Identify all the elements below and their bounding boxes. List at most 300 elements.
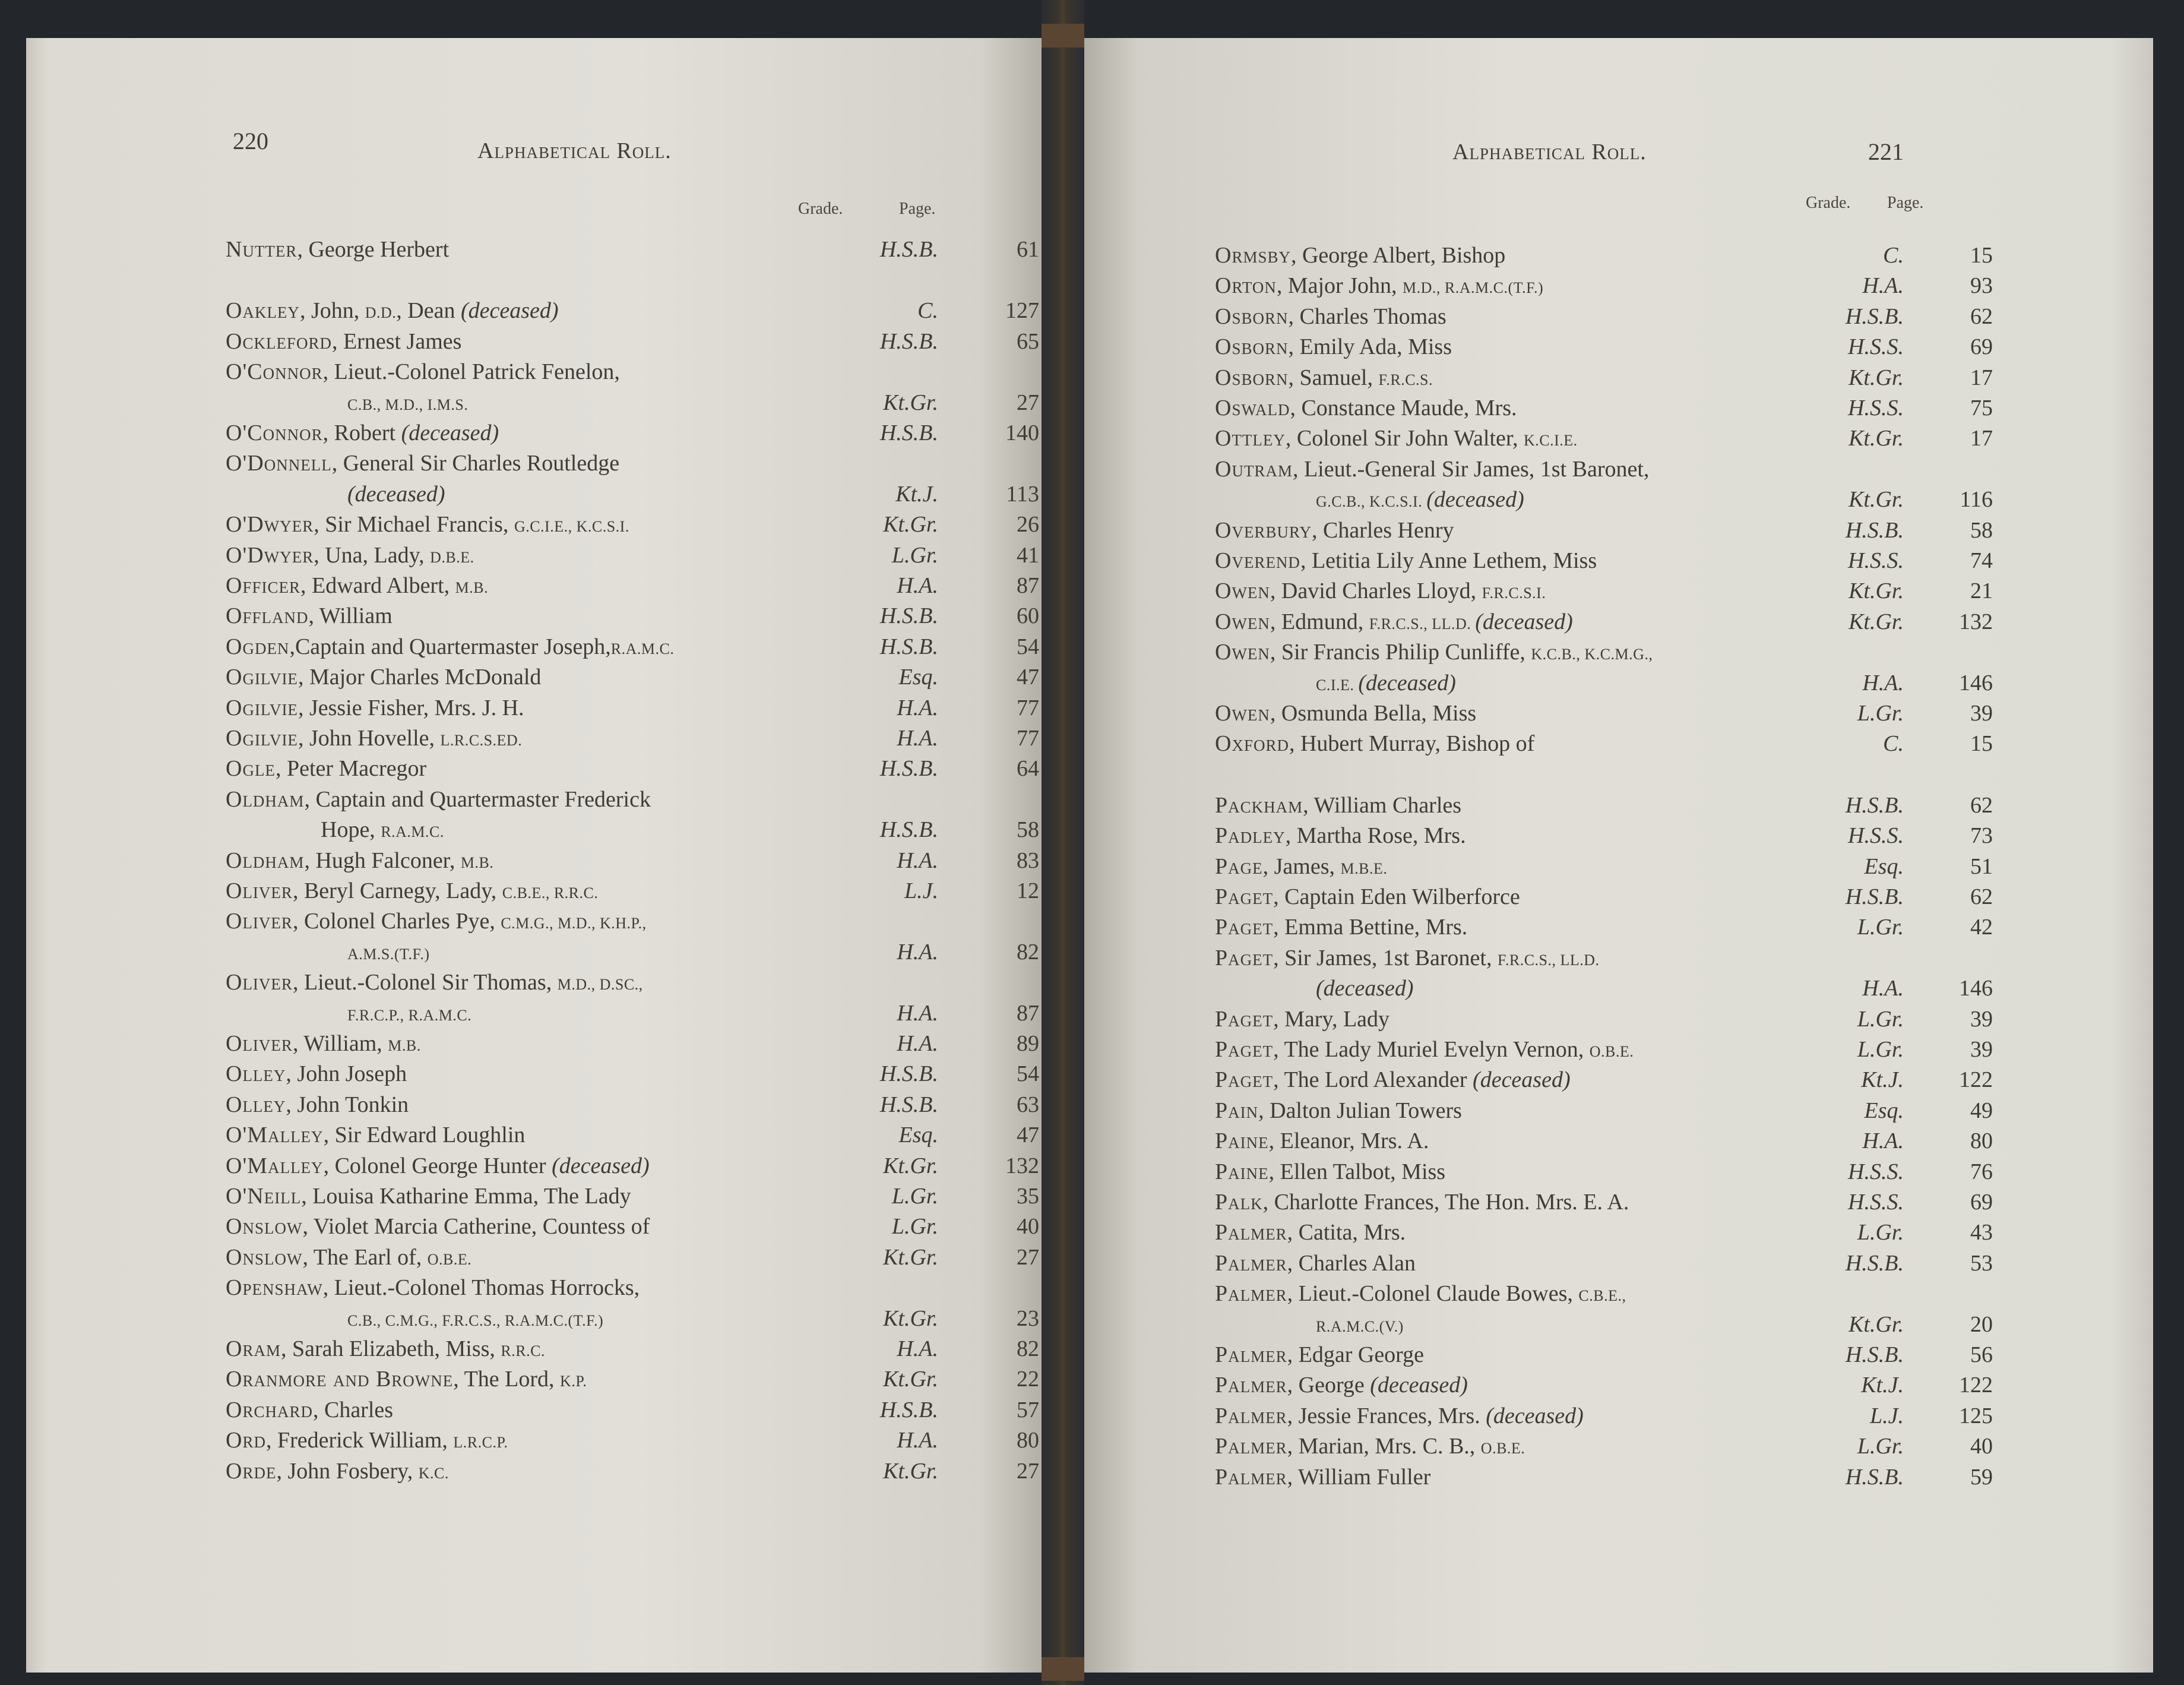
entry-name bbox=[226, 448, 619, 479]
entry-name bbox=[1215, 1370, 1468, 1401]
entry-page: 74 bbox=[1970, 548, 1993, 573]
entry-grade: H.S.S. bbox=[1848, 1190, 1904, 1215]
entry-honours: C.M.G., M.D., K.H.P., bbox=[501, 915, 647, 932]
entry-honours: M.B.E. bbox=[1340, 859, 1388, 877]
entry-forenames: , The Lady Muriel Evelyn Vernon, bbox=[1273, 1037, 1590, 1062]
entry-name bbox=[226, 418, 499, 448]
entry-forenames: , Una, Lady, bbox=[314, 542, 431, 568]
roll-entry bbox=[1215, 606, 2141, 637]
roll-entry bbox=[226, 295, 1039, 326]
entry-grade: H.A. bbox=[897, 573, 938, 598]
entry-grade: H.A. bbox=[1862, 273, 1904, 299]
entry-surname: Ogilvie bbox=[226, 695, 298, 720]
entry-forenames: , Ellen Talbot, Miss bbox=[1268, 1159, 1446, 1184]
roll-entry bbox=[1215, 484, 2141, 515]
entry-forenames: , Colonel George Hunter bbox=[323, 1153, 552, 1178]
entry-grade: Kt.Gr. bbox=[1849, 426, 1904, 451]
entry-grade: Kt.Gr. bbox=[883, 512, 938, 538]
roll-entry bbox=[1215, 943, 2141, 973]
roll-entry bbox=[226, 326, 1039, 357]
entry-surname: Oram bbox=[226, 1336, 281, 1361]
entry-surname: Owen bbox=[1215, 609, 1270, 634]
entry-surname: Pain bbox=[1215, 1098, 1259, 1123]
entry-grade: L.Gr. bbox=[1857, 1037, 1904, 1062]
entry-honours: F.R.C.S., LL.D. bbox=[1369, 615, 1476, 633]
entry-name bbox=[1215, 1248, 1416, 1279]
entry-page: 69 bbox=[1970, 1190, 1993, 1215]
entry-name bbox=[1215, 1339, 1424, 1370]
entry-forenames: , Hugh Falconer, bbox=[304, 848, 461, 873]
entry-page: 73 bbox=[1970, 823, 1993, 849]
entry-page: 58 bbox=[1017, 817, 1039, 843]
entry-page: 140 bbox=[1005, 421, 1039, 445]
roll-entry bbox=[226, 509, 1039, 540]
entry-surname: Openshaw bbox=[226, 1275, 323, 1301]
entry-name bbox=[226, 906, 647, 939]
roll-entry bbox=[1215, 515, 2141, 546]
entry-page: 63 bbox=[1017, 1092, 1039, 1117]
entry-grade: C. bbox=[917, 298, 938, 324]
entry-forenames: , Marian, Mrs. C. B., bbox=[1287, 1434, 1481, 1459]
roll-entry bbox=[1215, 545, 2141, 576]
entry-surname: Onslow bbox=[226, 1244, 303, 1270]
entry-page: 43 bbox=[1970, 1220, 1993, 1245]
entry-forenames: , Sarah Elizabeth, Miss, bbox=[280, 1336, 501, 1361]
entry-surname: Palmer bbox=[1215, 1220, 1287, 1245]
entry-honours: M.B. bbox=[388, 1037, 421, 1054]
entry-honours: F.R.C.S.I. bbox=[1482, 584, 1546, 602]
entry-page: 122 bbox=[1959, 1067, 1993, 1093]
entry-forenames: , John Fosbery, bbox=[276, 1458, 419, 1484]
entry-surname: Oliver bbox=[226, 970, 293, 995]
entry-grade: H.S.S. bbox=[1848, 548, 1904, 573]
entry-forenames: , George bbox=[1287, 1373, 1370, 1398]
entry-name bbox=[1215, 606, 1573, 640]
entry-grade: H.S.B. bbox=[879, 237, 938, 262]
entry-page: 77 bbox=[1017, 726, 1039, 751]
entry-name bbox=[226, 570, 488, 603]
entry-forenames: , David Charles Lloyd, bbox=[1270, 578, 1482, 604]
roll-entry bbox=[226, 937, 1039, 968]
entry-name bbox=[1215, 1126, 1429, 1156]
entry-name bbox=[226, 662, 541, 693]
entry-name bbox=[226, 875, 598, 909]
entry-forenames: , William bbox=[308, 603, 393, 629]
roll-entry bbox=[226, 234, 1039, 265]
roll-entry bbox=[226, 387, 1039, 418]
entry-grade: Kt.Gr. bbox=[883, 1458, 938, 1484]
roll-entry bbox=[226, 600, 1039, 631]
entry-page: 23 bbox=[1017, 1305, 1039, 1331]
roll-entry bbox=[1215, 1462, 2141, 1493]
entry-page: 17 bbox=[1970, 365, 1993, 390]
entry-grade: H.S.B. bbox=[879, 1397, 938, 1422]
entry-grade: Kt.Gr. bbox=[1849, 487, 1904, 513]
entry-surname: Oranmore and Browne bbox=[226, 1367, 454, 1392]
entry-name bbox=[226, 234, 449, 265]
roll-entry bbox=[226, 356, 1004, 387]
entry-page: 93 bbox=[1970, 273, 1993, 299]
entry-name bbox=[226, 295, 559, 328]
roll-entry bbox=[1215, 1431, 2141, 1462]
entry-page: 76 bbox=[1970, 1159, 1993, 1184]
entry-honours: A.M.S.(T.F.) bbox=[347, 945, 430, 963]
entry-grade: Kt.Gr. bbox=[883, 1244, 938, 1270]
entry-name bbox=[1215, 790, 1461, 821]
entry-forenames: , Captain and Quartermaster Frederick bbox=[304, 786, 651, 812]
entry-name bbox=[1215, 515, 1454, 546]
roll-entry bbox=[1215, 454, 2141, 485]
running-head-right: Alphabetical Roll. bbox=[1452, 140, 1647, 165]
entry-name bbox=[1215, 423, 1578, 456]
roll-entry bbox=[226, 631, 1039, 662]
roll-entry bbox=[226, 1181, 1039, 1212]
entry-grade: L.Gr. bbox=[891, 1184, 938, 1209]
entry-surname: Oldham bbox=[226, 848, 305, 873]
entry-surname: O'Dwyer bbox=[226, 512, 314, 538]
entry-name bbox=[1215, 576, 1546, 609]
entry-grade: H.S.B. bbox=[879, 817, 938, 843]
entry-forenames: , Edward Albert, bbox=[300, 573, 455, 598]
entry-honours: M.D., R.A.M.C.(T.F.) bbox=[1403, 279, 1544, 297]
entry-name bbox=[1215, 1187, 1629, 1218]
roll-entry bbox=[1215, 1248, 2141, 1279]
entry-page: 27 bbox=[1017, 1244, 1039, 1270]
roll-entry bbox=[226, 1089, 1039, 1120]
entry-page: 127 bbox=[1005, 298, 1039, 324]
entry-honours: F.R.C.S., LL.D. bbox=[1497, 951, 1600, 969]
roll-entry bbox=[1215, 331, 2141, 362]
entry-page: 77 bbox=[1017, 695, 1039, 720]
entry-forenames: , Ernest James bbox=[331, 328, 462, 354]
roll-entry bbox=[1215, 362, 2141, 393]
entry-surname: Palmer bbox=[1215, 1250, 1287, 1276]
entry-grade: L.Gr. bbox=[1857, 1220, 1904, 1245]
entry-page: 39 bbox=[1970, 1006, 1993, 1032]
entry-honours: M.B. bbox=[460, 853, 494, 871]
entry-grade: Kt.Gr. bbox=[1849, 578, 1904, 604]
entry-forenames: , Frederick William, bbox=[265, 1428, 454, 1453]
entry-page: 27 bbox=[1017, 1458, 1039, 1484]
book-spine bbox=[1042, 0, 1084, 1685]
entry-grade: H.S.B. bbox=[1845, 884, 1904, 909]
entry-name bbox=[226, 1211, 650, 1242]
entry-name bbox=[1316, 973, 1414, 1004]
roll-entry bbox=[1215, 240, 2141, 271]
roll-entry bbox=[1215, 1401, 2141, 1431]
entry-forenames: , Charlotte Frances, The Hon. Mrs. E. A. bbox=[1262, 1190, 1629, 1215]
entry-name bbox=[1215, 1462, 1430, 1493]
entry-forenames: , Martha Rose, Mrs. bbox=[1285, 823, 1466, 849]
entry-grade: Kt.J. bbox=[1861, 1067, 1904, 1093]
entry-grade: H.S.S. bbox=[1848, 1159, 1904, 1184]
entry-name bbox=[1215, 270, 1543, 304]
entry-grade: H.A. bbox=[897, 1428, 938, 1453]
entry-forenames: , Constance Maude, Mrs. bbox=[1290, 396, 1517, 421]
entry-surname: Ogle bbox=[226, 756, 276, 782]
entry-name bbox=[1215, 1034, 1634, 1067]
entry-page: 35 bbox=[1017, 1184, 1039, 1209]
entry-name bbox=[1215, 637, 1653, 670]
roll-entry bbox=[1215, 270, 2141, 301]
entry-forenames: , Major Charles McDonald bbox=[297, 665, 542, 690]
entry-name bbox=[1215, 1156, 1445, 1187]
entry-forenames: , Major John, bbox=[1276, 273, 1403, 299]
entry-grade: H.A. bbox=[897, 1000, 938, 1026]
roll-entry bbox=[1215, 728, 2141, 759]
roll-entry bbox=[1215, 1339, 2141, 1370]
entry-page: 122 bbox=[1959, 1373, 1993, 1398]
entry-surname: Olley bbox=[226, 1092, 286, 1117]
roll-entry bbox=[226, 662, 1039, 693]
entry-surname: Paget bbox=[1215, 915, 1274, 940]
entry-forenames: ,Captain and Quartermaster Joseph, bbox=[289, 634, 611, 659]
entry-forenames: , Jessie Frances, Mrs. bbox=[1287, 1403, 1486, 1428]
spine-band-bottom bbox=[1042, 1657, 1084, 1681]
column-head-grade-right: Grade. bbox=[1806, 194, 1851, 212]
roll-entry bbox=[226, 723, 1039, 754]
entry-page: 113 bbox=[1006, 481, 1039, 507]
column-head-page-left: Page. bbox=[899, 200, 936, 218]
entry-name bbox=[226, 1395, 393, 1425]
entry-honours: C.B., C.M.G., F.R.C.S., R.A.M.C.(T.F.) bbox=[347, 1311, 604, 1329]
entry-surname: Overbury bbox=[1215, 517, 1312, 543]
entry-name bbox=[1215, 1004, 1389, 1035]
entry-grade: H.S.B. bbox=[879, 328, 938, 354]
entry-honours: R.R.C. bbox=[501, 1342, 545, 1360]
entry-grade: L.J. bbox=[1870, 1403, 1904, 1428]
entry-honours: F.R.C.S. bbox=[1378, 371, 1433, 388]
left-page bbox=[26, 38, 1042, 1673]
entry-surname: Paine bbox=[1215, 1159, 1269, 1184]
entry-grade: Kt.J. bbox=[895, 481, 938, 507]
entry-name bbox=[1215, 454, 1649, 485]
entry-page: 82 bbox=[1017, 939, 1039, 965]
entry-name bbox=[226, 967, 643, 1000]
entry-grade: L.J. bbox=[904, 878, 938, 903]
entry-grade: H.A. bbox=[1862, 976, 1904, 1001]
entry-deceased-note: (deceased) bbox=[460, 298, 559, 324]
entry-name bbox=[1316, 668, 1456, 701]
entry-page: 42 bbox=[1970, 915, 1993, 940]
roll-entry bbox=[226, 570, 1039, 601]
entry-grade: L.Gr. bbox=[1857, 701, 1904, 726]
entry-page: 75 bbox=[1970, 396, 1993, 421]
entry-grade: Kt.J. bbox=[1861, 1373, 1904, 1398]
entry-grade: H.A. bbox=[1862, 670, 1904, 696]
entry-name bbox=[1215, 331, 1452, 362]
entry-name bbox=[226, 1456, 449, 1489]
entry-grade: H.A. bbox=[897, 848, 938, 873]
entry-surname: Ockleford bbox=[226, 328, 332, 354]
entry-page: 60 bbox=[1017, 603, 1039, 629]
entry-name bbox=[226, 1425, 508, 1458]
roll-entry bbox=[226, 967, 1004, 998]
entry-forenames: , Charles Thomas bbox=[1288, 304, 1446, 329]
entry-surname: Oliver bbox=[226, 878, 293, 903]
entry-name bbox=[347, 479, 445, 510]
entry-deceased-note: (deceased) bbox=[1486, 1403, 1584, 1428]
entry-name bbox=[1215, 1431, 1525, 1464]
entry-grade: H.A. bbox=[897, 1031, 938, 1056]
roll-entry bbox=[1215, 698, 2141, 729]
roll-entry bbox=[226, 540, 1039, 571]
entry-deceased-note: (deceased) bbox=[347, 481, 445, 507]
entry-forenames: , Hubert Murray, Bishop of bbox=[1289, 731, 1535, 757]
entry-page: 57 bbox=[1017, 1397, 1039, 1422]
entry-forenames: , Colonel Sir John Walter, bbox=[1285, 426, 1524, 451]
entry-forenames: , John Hovelle, bbox=[297, 726, 441, 751]
entry-name bbox=[1215, 881, 1520, 912]
entry-grade: H.S.B. bbox=[1845, 304, 1904, 329]
entry-forenames: , Mary, Lady bbox=[1273, 1006, 1390, 1032]
entry-forenames: , Sir Michael Francis, bbox=[314, 512, 514, 538]
entry-forenames: , Peter Macregor bbox=[275, 756, 427, 782]
entry-name bbox=[1215, 728, 1534, 759]
entry-honours: M.D., D.SC., bbox=[557, 976, 643, 994]
entry-name bbox=[1215, 362, 1433, 396]
entry-forenames: , George Albert, Bishop bbox=[1290, 243, 1506, 268]
entry-page: 27 bbox=[1017, 390, 1039, 415]
roll-entry bbox=[226, 998, 1039, 1029]
entry-grade: H.S.B. bbox=[879, 603, 938, 629]
entry-page: 47 bbox=[1017, 665, 1039, 690]
entry-honours: O.B.E. bbox=[1589, 1043, 1634, 1060]
entry-surname: Ogden bbox=[226, 634, 290, 659]
entry-grade: Kt.Gr. bbox=[883, 1367, 938, 1392]
entry-page: 89 bbox=[1017, 1031, 1039, 1056]
entry-surname: O'Neill bbox=[226, 1184, 302, 1209]
entry-surname: Orde bbox=[226, 1458, 277, 1484]
entry-surname: Oakley bbox=[226, 298, 300, 324]
roll-entry bbox=[226, 1028, 1039, 1059]
entry-deceased-note: (deceased) bbox=[1316, 976, 1414, 1001]
roll-entry bbox=[1215, 668, 2141, 698]
entry-page: 39 bbox=[1970, 1037, 1993, 1062]
entry-page: 49 bbox=[1970, 1098, 1993, 1123]
entry-surname: Paget bbox=[1215, 1067, 1274, 1093]
entry-grade: Kt.Gr. bbox=[883, 390, 938, 415]
entry-surname: Oxford bbox=[1215, 731, 1289, 757]
entry-deceased-note: (deceased) bbox=[1473, 1067, 1571, 1093]
entry-surname: Paget bbox=[1215, 1037, 1274, 1062]
entry-page: 80 bbox=[1970, 1128, 1993, 1154]
entry-name bbox=[226, 600, 393, 631]
entry-name bbox=[226, 1181, 631, 1212]
entry-honours: O.B.E. bbox=[427, 1250, 472, 1268]
entry-name bbox=[1215, 301, 1446, 332]
entry-page: 51 bbox=[1970, 853, 1993, 879]
entry-page: 132 bbox=[1959, 609, 1993, 634]
entry-page: 87 bbox=[1017, 1000, 1039, 1026]
entry-grade: H.S.B. bbox=[879, 1092, 938, 1117]
entry-page: 125 bbox=[1959, 1403, 1993, 1428]
entry-name bbox=[226, 1058, 407, 1089]
entry-honours: R.A.M.C.(V.) bbox=[1316, 1317, 1404, 1335]
entry-grade: L.Gr. bbox=[891, 1214, 938, 1240]
entry-forenames: , William Fuller bbox=[1287, 1464, 1431, 1490]
entry-page: 15 bbox=[1970, 243, 1993, 268]
entry-forenames: , Edgar George bbox=[1287, 1342, 1425, 1367]
entry-forenames: , Emma Bettine, Mrs. bbox=[1273, 915, 1468, 940]
entry-surname: Page bbox=[1215, 853, 1263, 879]
entry-surname: Oswald bbox=[1215, 396, 1290, 421]
entry-surname: Officer bbox=[226, 573, 300, 598]
entry-grade: Kt.Gr. bbox=[1849, 609, 1904, 634]
roll-entry bbox=[226, 1425, 1039, 1456]
entry-grade: Kt.Gr. bbox=[883, 1305, 938, 1331]
entry-grade: H.A. bbox=[897, 1336, 938, 1361]
entry-name bbox=[226, 1150, 650, 1181]
entry-deceased-note: (deceased) bbox=[1370, 1373, 1468, 1398]
entry-forenames: , Robert bbox=[322, 421, 401, 445]
entry-grade: H.S.S. bbox=[1848, 823, 1904, 849]
entry-grade: C. bbox=[1883, 243, 1904, 268]
entry-surname: O'Malley bbox=[226, 1123, 324, 1148]
entry-forenames: , John Joseph bbox=[286, 1061, 407, 1087]
entry-honours: C.B.E., R.R.C. bbox=[502, 884, 599, 902]
roll-entry bbox=[226, 1395, 1039, 1425]
entry-page: 146 bbox=[1959, 670, 1993, 696]
entry-surname: Palmer bbox=[1215, 1403, 1287, 1428]
entry-grade: Kt.Gr. bbox=[1849, 1311, 1904, 1337]
entry-page: 22 bbox=[1017, 1367, 1039, 1392]
entry-grade: H.S.B. bbox=[879, 421, 938, 445]
entry-surname: Palk bbox=[1215, 1190, 1263, 1215]
entry-name bbox=[226, 1089, 409, 1120]
entry-grade: H.S.B. bbox=[879, 756, 938, 782]
entry-name bbox=[1215, 820, 1466, 851]
entry-forenames: , Catita, Mrs. bbox=[1287, 1220, 1406, 1245]
roll-entry bbox=[226, 1272, 1004, 1303]
entry-grade: H.S.B. bbox=[879, 634, 938, 659]
roll-entry bbox=[226, 1150, 1039, 1181]
roll-entry bbox=[226, 479, 1039, 510]
entry-deceased-note: (deceased) bbox=[1358, 670, 1456, 696]
entry-page: 146 bbox=[1959, 976, 1993, 1001]
entry-page: 62 bbox=[1970, 304, 1993, 329]
entry-surname: Olley bbox=[226, 1061, 286, 1087]
entry-surname: Owen bbox=[1215, 578, 1270, 604]
entry-page: 59 bbox=[1970, 1464, 1993, 1490]
entry-forenames: , James, bbox=[1262, 853, 1341, 879]
entry-page: 65 bbox=[1017, 328, 1039, 354]
entry-page: 20 bbox=[1970, 1311, 1993, 1337]
entry-forenames: , The Earl of, bbox=[302, 1244, 428, 1270]
entry-forenames: , John, bbox=[299, 298, 365, 324]
entry-grade: H.S.B. bbox=[1845, 792, 1904, 818]
entry-name bbox=[347, 1303, 603, 1336]
entry-name bbox=[226, 1242, 471, 1275]
entry-page: 58 bbox=[1970, 517, 1993, 543]
entry-surname: Palmer bbox=[1215, 1373, 1287, 1398]
entry-honours: O.B.E. bbox=[1480, 1440, 1525, 1458]
entry-grade: L.Gr. bbox=[1857, 915, 1904, 940]
entry-page: 54 bbox=[1017, 1061, 1039, 1087]
roll-entry bbox=[1215, 393, 2141, 423]
roll-entry bbox=[1215, 1187, 2141, 1218]
roll-entry bbox=[226, 814, 1039, 845]
entry-deceased-note: (deceased) bbox=[401, 421, 499, 445]
entry-grade: Esq. bbox=[1864, 1098, 1904, 1123]
entry-name bbox=[1215, 912, 1467, 943]
roll-entry bbox=[226, 784, 1004, 815]
entry-surname: Palmer bbox=[1215, 1342, 1287, 1367]
spine-band-top bbox=[1042, 24, 1084, 48]
roll-entry bbox=[1215, 1064, 2141, 1095]
entry-forenames: , The Lord, bbox=[453, 1367, 561, 1392]
entry-page: 17 bbox=[1970, 426, 1993, 451]
